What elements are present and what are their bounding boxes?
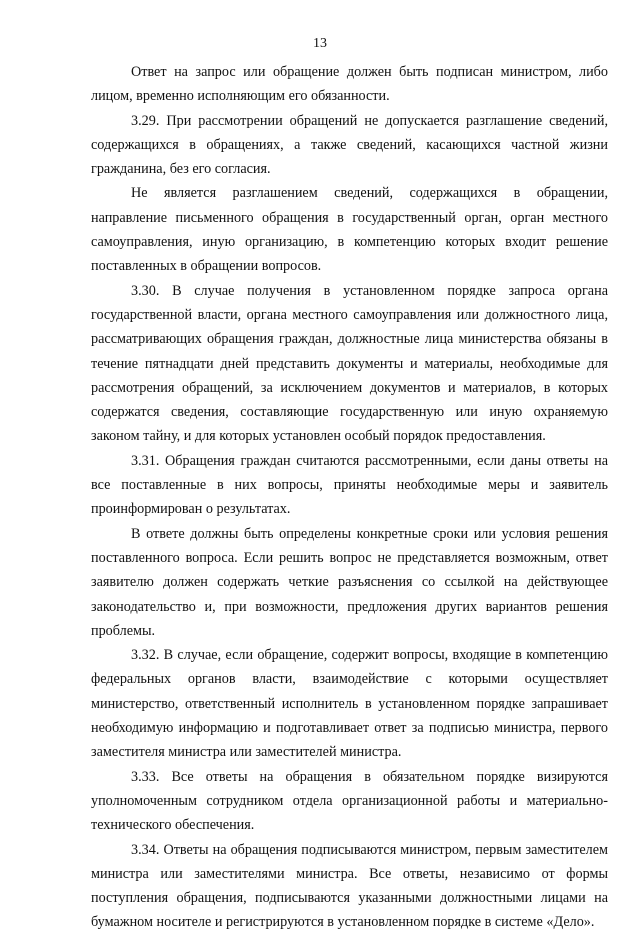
paragraph-3-29: 3.29. При рассмотрении обращений не допускается разглашение сведений, содержащихся в обращениях, а также сведений, касающихся частной жизни гражданина, без его согласия. (91, 112, 608, 178)
paragraph-3-29-note: Не является разглашением сведений, содержащихся в обращении, направление письменного обращения в государственный орган, орган местного самоуправления, иную организацию, в компетенцию которых входит решение поставленных в обращении вопросов. (91, 185, 608, 275)
paragraph-response-signature: Ответ на запрос или обращение должен быть подписан министром, либо лицом, временно исполняющим его обязанности. (91, 64, 608, 105)
paragraph-3-32: 3.32. В случае, если обращение, содержит вопросы, входящие в компетенцию федеральных органов власти, взаимодействие с которыми осуществляет министерство, ответственный исполнитель в установленном порядке запрашивает необходимую информацию и подготавливает ответ за подписью министра, первого заместителя министра или заместителей министра. (91, 647, 608, 761)
paragraph-3-31-note: В ответе должны быть определены конкретные сроки или условия решения поставленного вопроса. Если решить вопрос не представляется возможным, ответ заявителю должен содержать четкие разъяснения со ссылкой на действующее законодательство и, при возможности, предложения других вариантов решения проблемы. (91, 525, 608, 639)
paragraph-3-30: 3.30. В случае получения в установленном порядке запроса органа государственной власти, органа местного самоуправления или должностного лица, рассматривающих обращения граждан, должностные лица министерства обязаны в течение пятнадцати дней представить документы и материалы, необходимые для рассмотрения обращений, за исключением документов и материалов, в которых содержатся сведения, составляющие государственную или иную охраняемую законом тайну, и для которых установлен особый порядок предоставления. (91, 282, 608, 445)
document-body (91, 60, 608, 935)
paragraph-3-31: 3.31. Обращения граждан считаются рассмотренными, если даны ответы на все поставленные в них вопросы, приняты необходимые меры и заявитель проинформирован о результатах. (91, 452, 608, 518)
page-number: 13 (313, 36, 327, 51)
paragraph-3-33: 3.33. Все ответы на обращения в обязательном порядке визируются уполномоченным сотрудником отдела организационной работы и материально-технического обеспечения. (91, 768, 608, 834)
paragraph-3-34: 3.34. Ответы на обращения подписываются министром, первым заместителем министра или заместителями министра. Все ответы, независимо от формы поступления обращения, подписываются указанными должностными лицами на бумажном носителе и регистрируются в установленном порядке в системе «Дело». (91, 841, 608, 931)
